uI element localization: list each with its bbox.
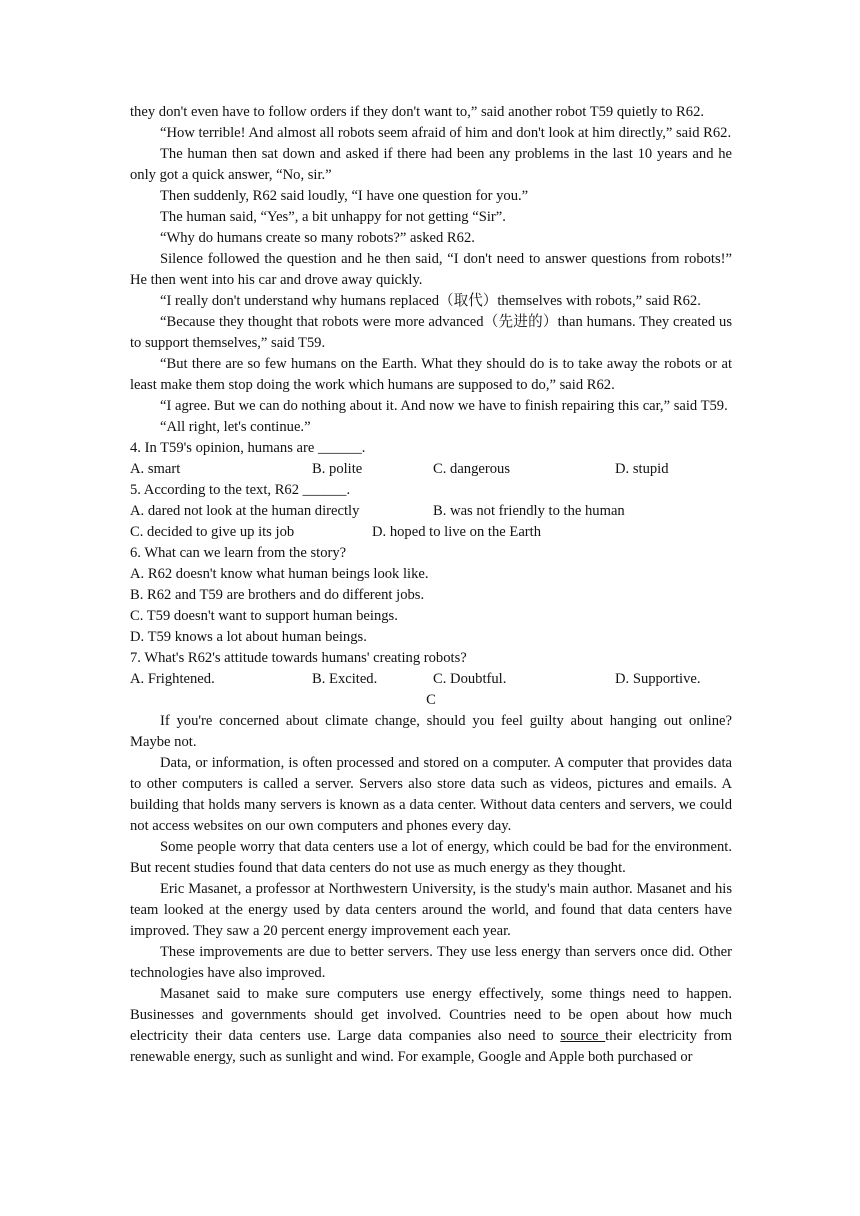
story-paragraph: “Why do humans create so many robots?” asked R62.: [160, 230, 475, 246]
story-paragraph: “I really don't understand why humans replaced（取代）themselves with robots,” said R62.: [160, 293, 701, 309]
text-run: Masanet said to make sure computers use energy effectively, some things need to happen. Businesses and governments should get involved. Countries need to be open about how much electricity their data centers use. Large data companies also need to: [130, 986, 732, 1044]
article-paragraph: Some people worry that data centers use a lot of energy, which could be bad for the environment. But recent studies found that data centers do not use as much energy as they thought.: [130, 839, 732, 876]
document-page: [130, 102, 732, 1068]
story-paragraph: “Because they thought that robots were more advanced（先进的）than humans. They created us to support themselves,” said T59.: [130, 314, 732, 351]
article-paragraph: Data, or information, is often processed and stored on a computer. A computer that provides data to other computers is called a server. Servers also store data such as videos, pictures and emails. A building that holds many servers is known as a data center. Without data centers and servers, we could not access websites on our own computers and phones every day.: [130, 755, 732, 834]
option-a: A. dared not look at the human directly: [130, 503, 360, 519]
option-d: D. stupid: [615, 461, 669, 477]
story-paragraph: they don't even have to follow orders if they don't want to,” said another robot T59 quietly to R62.: [130, 104, 705, 120]
option-b: B. was not friendly to the human: [433, 503, 625, 519]
section-heading: C: [426, 692, 436, 708]
option-a: A. smart: [130, 461, 181, 477]
option-a: A. Frightened.: [130, 671, 215, 687]
question-stem: 4. In T59's opinion, humans are ______.: [130, 440, 366, 456]
option-c: C. T59 doesn't want to support human beings.: [130, 608, 398, 624]
option-c: C. dangerous: [433, 461, 511, 477]
option-d: D. Supportive.: [615, 671, 701, 687]
story-paragraph: Then suddenly, R62 said loudly, “I have one question for you.”: [160, 188, 529, 204]
question-4: [130, 438, 732, 480]
story-paragraph: “All right, let's continue.”: [160, 419, 311, 435]
option-c: C. Doubtful.: [433, 671, 507, 687]
option-c: C. decided to give up its job: [130, 524, 295, 540]
story-paragraph: “How terrible! And almost all robots seem afraid of him and don't look at him directly,” said R62.: [160, 125, 732, 141]
article-paragraph: Eric Masanet, a professor at Northwestern University, is the study's main author. Masanet and his team looked at the energy used by data centers around the world, and found that data centers have improved. They saw a 20 percent energy improvement each year.: [130, 881, 732, 939]
option-a: A. R62 doesn't know what human beings look like.: [130, 566, 429, 582]
question-5: [130, 480, 732, 543]
story-paragraph: “But there are so few humans on the Earth. What they should do is to take away the robots or at least make them stop doing the work which humans are supposed to do,” said R62.: [130, 356, 732, 393]
story-paragraph: “I agree. But we can do nothing about it. And now we have to finish repairing this car,” said T59.: [160, 398, 728, 414]
story-paragraph: The human then sat down and asked if there had been any problems in the last 10 years and he only got a quick answer, “No, sir.”: [130, 146, 732, 183]
question-6: [130, 543, 732, 648]
option-b: B. polite: [312, 461, 363, 477]
question-stem: 7. What's R62's attitude towards humans' creating robots?: [130, 650, 467, 666]
story-paragraph: Silence followed the question and he then said, “I don't need to answer questions from robots!” He then went into his car and drove away quickly.: [130, 251, 732, 288]
question-7: [130, 648, 732, 690]
article-paragraph: These improvements are due to better servers. They use less energy than servers once did. Other technologies have also improved.: [130, 944, 732, 981]
option-b: B. Excited.: [312, 671, 378, 687]
option-b: B. R62 and T59 are brothers and do different jobs.: [130, 587, 425, 603]
article-paragraph: If you're concerned about climate change, should you feel guilty about hanging out online? Maybe not.: [130, 713, 732, 750]
option-d: D. T59 knows a lot about human beings.: [130, 629, 367, 645]
article-paragraph: [130, 984, 732, 1068]
question-stem: 6. What can we learn from the story?: [130, 545, 347, 561]
text-run: their electricity from renewable energy, such as sunlight and wind. For example, Google and Apple both purchased or: [130, 1028, 732, 1065]
question-stem: 5. According to the text, R62 ______.: [130, 482, 351, 498]
story-paragraph: The human said, “Yes”, a bit unhappy for not getting “Sir”.: [160, 209, 506, 225]
option-d: D. hoped to live on the Earth: [372, 524, 542, 540]
underlined-word: source: [560, 1028, 606, 1044]
